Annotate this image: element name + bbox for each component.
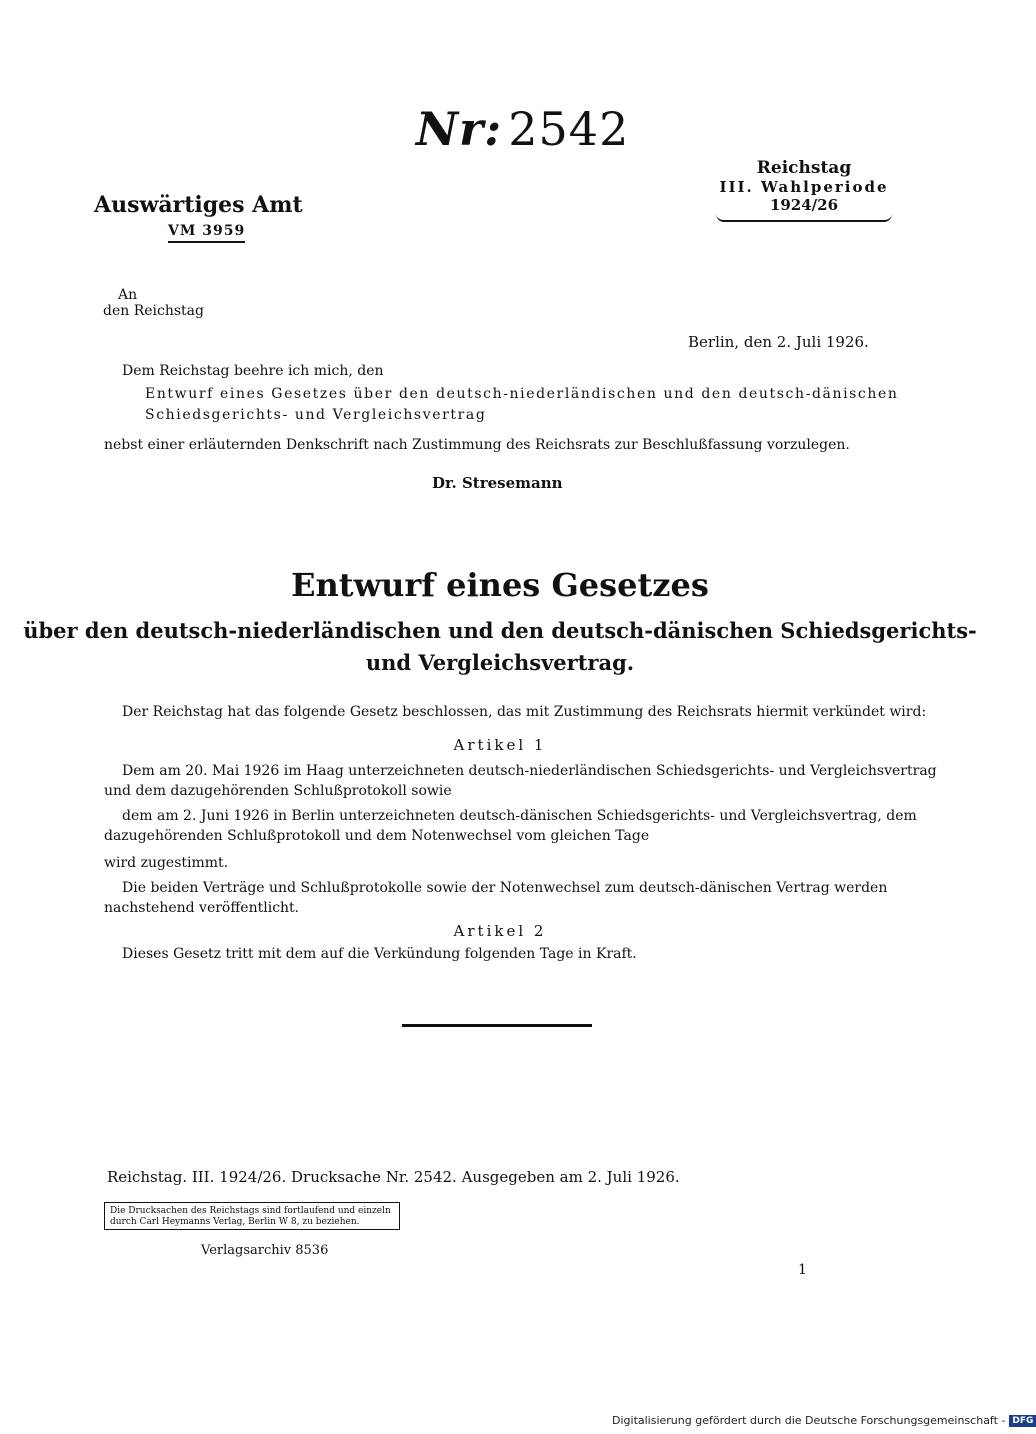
document-number (416, 102, 629, 156)
publisher-archive-number: Verlagsarchiv 8536 (201, 1243, 329, 1258)
article-1-line-2: und dem dazugehörenden Schlußprotokoll sowie (104, 783, 452, 799)
publisher-notice-box (104, 1202, 400, 1230)
reichstag-period: III. Wahlperiode (719, 178, 889, 197)
law-subtitle-line-2: und Vergleichsvertrag. (365, 650, 635, 675)
letter-closing: nebst einer erläuternden Denkschrift nach Zustimmung des Reichsrats zur Beschlußfassung vorzulegen. (104, 437, 850, 453)
draft-title-line-1: Entwurf eines Gesetzes über den deutsch-niederländischen und den deutsch-dänischen (145, 386, 899, 402)
issuing-office: Auswärtiges Amt (94, 192, 303, 218)
law-preamble: Der Reichstag hat das folgende Gesetz beschlossen, das mit Zustimmung des Reichsrats hiermit verkündet wird: (122, 704, 927, 720)
reichstag-years: 1924/26 (769, 196, 839, 215)
office-reference-code: VM 3959 (168, 223, 245, 243)
reichstag-period-box (716, 158, 892, 222)
digitization-credit (612, 1414, 1036, 1427)
publisher-notice-line-2: durch Carl Heymanns Verlag, Berlin W 8, zu beziehen. (110, 1217, 360, 1227)
page-number: 1 (798, 1262, 807, 1278)
reichstag-title: Reichstag (756, 158, 852, 178)
document-number-value: 2542 (508, 102, 630, 156)
law-subtitle-line-1: über den deutsch-niederländischen und den deutsch-dänischen Schiedsgerichts- (23, 618, 977, 643)
article-2-heading: Artikel 2 (453, 922, 547, 940)
draft-title-line-2: Schiedsgerichts- und Vergleichsvertrag (145, 407, 487, 423)
law-title: Entwurf eines Gesetzes (291, 566, 709, 604)
dfg-logo: DFG (1009, 1415, 1036, 1427)
addressee-line-2: den Reichstag (103, 303, 204, 319)
section-divider (402, 1024, 592, 1027)
article-1-line-4: dazugehörenden Schlußprotokoll und dem Notenwechsel vom gleichen Tage (104, 828, 650, 844)
article-1-line-6: Die beiden Verträge und Schlußprotokolle sowie der Notenwechsel zum deutsch-dänischen Vertrag werden (122, 880, 888, 896)
place-date: Berlin, den 2. Juli 1926. (688, 333, 869, 351)
article-1-line-1: Dem am 20. Mai 1926 im Haag unterzeichneten deutsch-niederländischen Schiedsgerichts- und Vergleichsvertrag (122, 763, 937, 779)
article-2-line-1: Dieses Gesetz tritt mit dem auf die Verkündung folgenden Tage in Kraft. (122, 946, 637, 962)
publisher-notice-line-1: Die Drucksachen des Reichstags sind fortlaufend und einzeln (110, 1206, 391, 1216)
digitization-credit-text: Digitalisierung gefördert durch die Deutsche Forschungsgemeinschaft - (612, 1414, 1006, 1427)
article-1-line-5: wird zugestimmt. (104, 855, 229, 871)
article-1-heading: Artikel 1 (453, 736, 547, 754)
article-1-line-7: nachstehend veröffentlicht. (104, 900, 300, 916)
article-1-line-3: dem am 2. Juni 1926 in Berlin unterzeichneten deutsch-dänischen Schiedsgerichts- und Vergleichsvertrag, dem (122, 808, 917, 824)
document-number-prefix: Nr: (416, 102, 503, 156)
signature: Dr. Stresemann (432, 474, 563, 492)
letter-intro: Dem Reichstag beehre ich mich, den (122, 363, 384, 379)
imprint-line: Reichstag. III. 1924/26. Drucksache Nr. 2542. Ausgegeben am 2. Juli 1926. (107, 1168, 680, 1186)
addressee-line-1: An (118, 287, 138, 303)
